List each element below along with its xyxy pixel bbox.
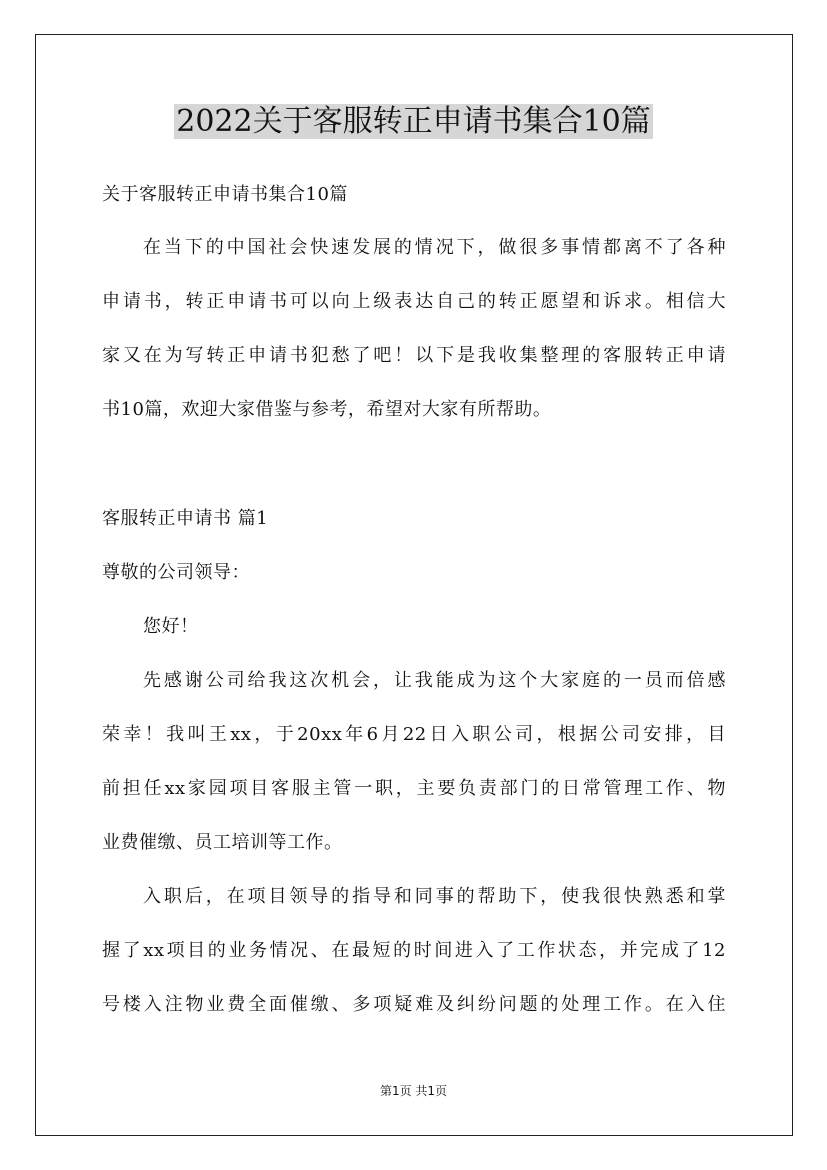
intro-line: 书10篇，欢迎大家借鉴与参考，希望对大家有所帮助。 — [102, 399, 552, 420]
intro-line: 在当下的中国社会快速发展的情况下，做很多事情都离不了各种 — [143, 237, 726, 258]
paragraph-line: 前担任xx家园项目客服主管一职，主要负责部门的日常管理工作、物 — [102, 778, 726, 799]
paragraph-line: 号楼入注物业费全面催缴、多项疑难及纠纷问题的处理工作。在入住 — [102, 994, 726, 1015]
paragraph-line: 握了xx项目的业务情况、在最短的时间进入了工作状态，并完成了12 — [102, 940, 726, 961]
greeting: 您好！ — [143, 616, 199, 637]
document-title: 2022关于客服转正申请书集合10篇 — [176, 104, 651, 139]
intro-line: 申请书，转正申请书可以向上级表达自己的转正愿望和诉求。相信大 — [102, 291, 726, 312]
document-subtitle: 关于客服转正申请书集合10篇 — [102, 184, 348, 205]
paragraph-line: 入职后，在项目领导的指导和同事的帮助下，使我很快熟悉和掌 — [143, 886, 726, 907]
paragraph-line: 业费催缴、员工培训等工作。 — [102, 832, 343, 853]
page-footer: 第1页 共1页 — [379, 1084, 448, 1098]
salutation: 尊敬的公司领导： — [102, 562, 250, 583]
paragraph-line: 先感谢公司给我这次机会，让我能成为这个大家庭的一员而倍感 — [143, 670, 726, 691]
paragraph-line: 荣幸！我叫王xx，于20xx年6月22日入职公司，根据公司安排，目 — [102, 724, 726, 745]
section-heading: 客服转正申请书 篇1 — [102, 508, 269, 529]
intro-line: 家又在为写转正申请书犯愁了吧！以下是我收集整理的客服转正申请 — [102, 345, 726, 366]
